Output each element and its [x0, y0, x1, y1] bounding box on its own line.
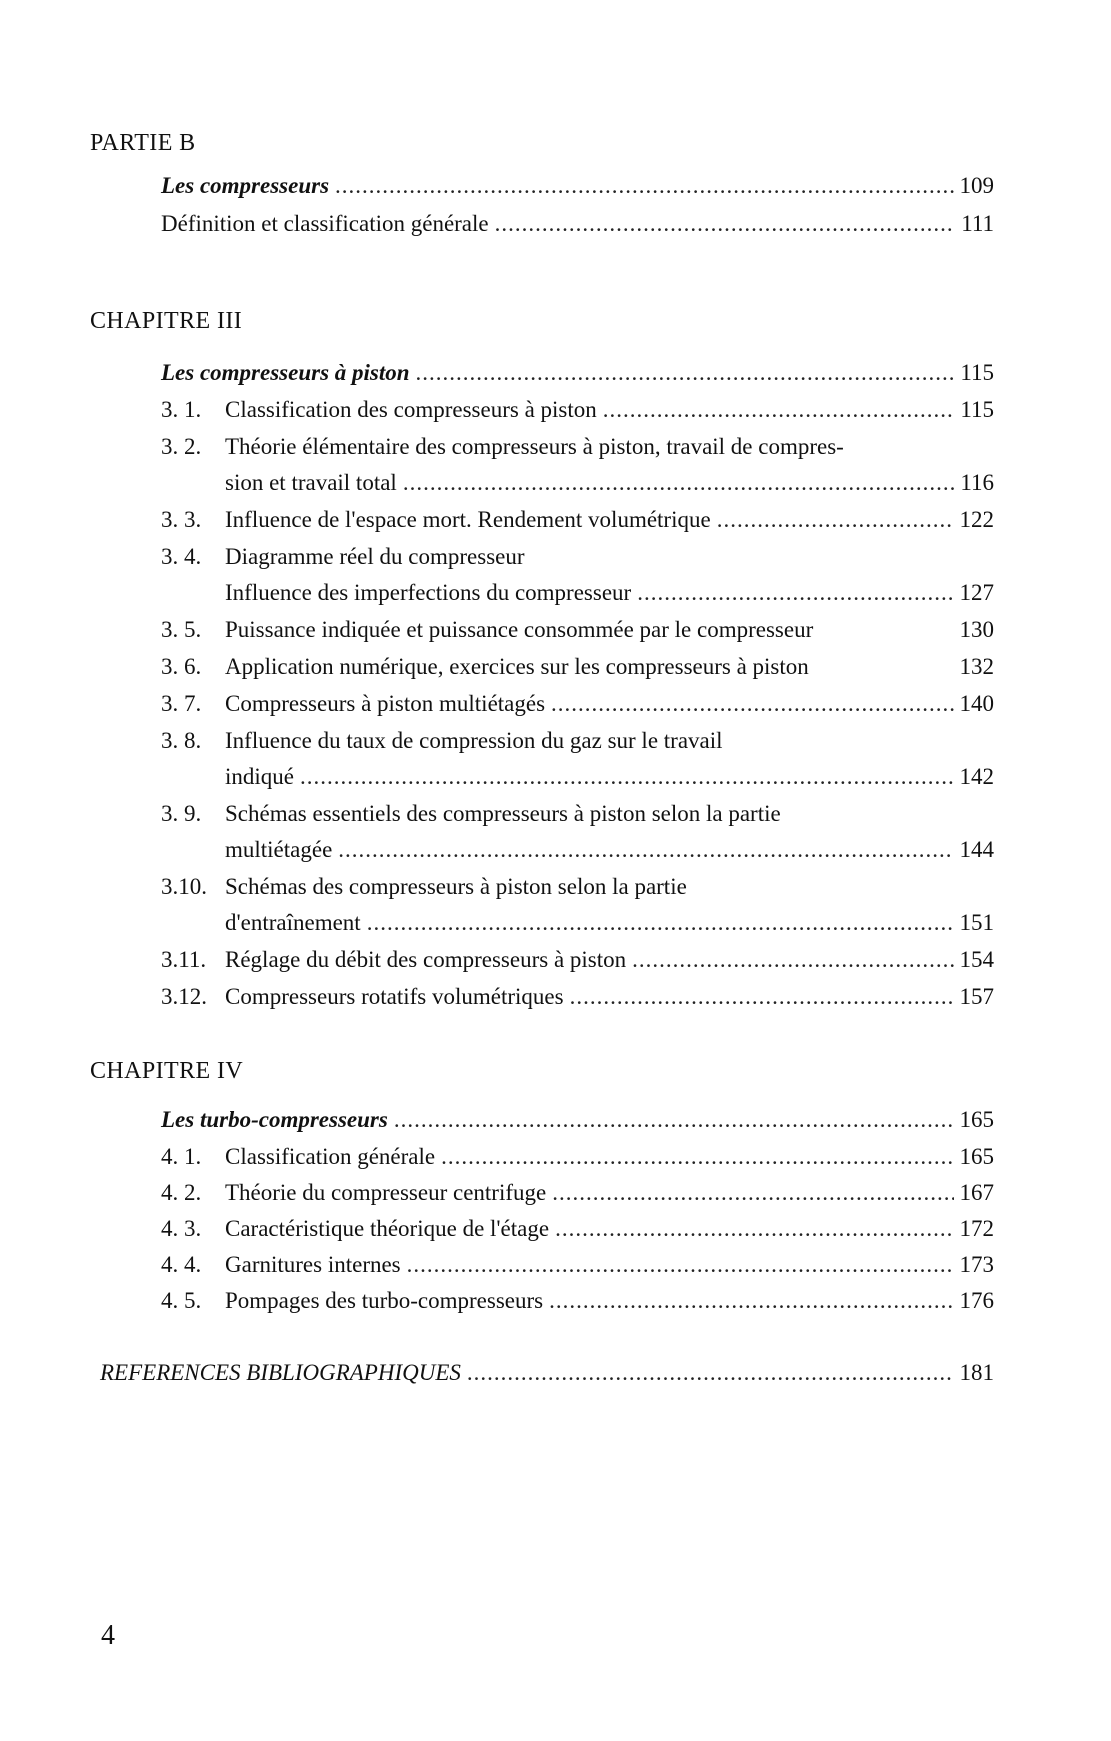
toc-page-number: 151: [959, 910, 994, 935]
toc-entry-4-2[interactable]: [161, 1178, 994, 1208]
dot-leader: [495, 209, 956, 239]
toc-entry-3-2[interactable]: [225, 468, 994, 498]
toc-section-number: 4. 4.: [161, 1252, 202, 1277]
toc-entry-3-10[interactable]: [225, 908, 994, 938]
toc-section-number: 4. 2.: [161, 1180, 202, 1205]
dot-leader: [603, 395, 955, 425]
partie-b-heading: PARTIE B: [90, 130, 196, 156]
toc-entry-3-9-line1[interactable]: [161, 799, 994, 829]
toc-section-number: 3.10.: [161, 874, 207, 899]
toc-page-number: 172: [959, 1216, 994, 1241]
chapitre-3-heading: CHAPITRE III: [90, 308, 243, 334]
toc-page-number: 109: [959, 173, 994, 198]
toc-entry-title: Influence des imperfections du compresseur: [225, 580, 632, 605]
toc-entry-title: Les compresseurs: [161, 173, 330, 198]
toc-page-number: 116: [960, 470, 994, 495]
toc-page-number: 144: [959, 837, 994, 862]
toc-page-number: 115: [960, 360, 994, 385]
toc-page-number: 132: [959, 654, 994, 679]
toc-entry-title-line1: Schémas des compresseurs à piston selon la partie: [225, 874, 687, 899]
toc-entry-definition[interactable]: [161, 209, 994, 239]
toc-page-number: 157: [959, 984, 994, 1009]
toc-entry-title: Pompages des turbo-compresseurs: [225, 1288, 544, 1313]
toc-section-number: 3. 6.: [161, 654, 202, 679]
toc-section-number: 3. 7.: [161, 691, 202, 716]
toc-entry-title: d'entraînement: [225, 910, 361, 935]
toc-entry-title: Influence de l'espace mort. Rendement volumétrique: [225, 507, 711, 532]
toc-section-number: 3. 4.: [161, 544, 202, 569]
dot-leader: [407, 1250, 954, 1280]
toc-entry-title: Théorie du compresseur centrifuge: [225, 1180, 547, 1205]
chapitre-4-heading: CHAPITRE IV: [90, 1058, 244, 1084]
dot-leader: [367, 908, 954, 938]
dot-leader: [637, 578, 953, 608]
toc-entry-title: indiqué: [225, 764, 294, 789]
toc-section-number: 3. 9.: [161, 801, 202, 826]
toc-section-number: 3.12.: [161, 984, 207, 1009]
toc-entry-title: Compresseurs à piston multiétagés: [225, 691, 546, 716]
toc-entry-3-5[interactable]: [161, 615, 994, 645]
toc-page-number: 130: [959, 617, 994, 642]
toc-entry-4-5[interactable]: [161, 1286, 994, 1316]
toc-entry-title: Les turbo-compresseurs: [161, 1107, 388, 1132]
toc-section-number: 3. 8.: [161, 728, 202, 753]
toc-entry-references[interactable]: [100, 1358, 994, 1388]
toc-entry-chapitre-4-main[interactable]: [161, 1105, 994, 1135]
dot-leader: [394, 1105, 954, 1135]
toc-section-number: 4. 1.: [161, 1144, 202, 1169]
toc-entry-title: Définition et classification générale: [161, 211, 489, 236]
dot-leader: [467, 1358, 954, 1388]
toc-page-number: 167: [959, 1180, 994, 1205]
dot-leader: [549, 1286, 953, 1316]
toc-page-number: 111: [961, 211, 994, 236]
toc-entry-3-4-line1[interactable]: [161, 542, 994, 572]
toc-entry-title-line1: Théorie élémentaire des compresseurs à piston, travail de compres-: [225, 434, 844, 459]
dot-leader: [552, 1178, 953, 1208]
toc-entry-4-4[interactable]: [161, 1250, 994, 1280]
dot-leader: [551, 689, 953, 719]
toc-section-number: 3.11.: [161, 947, 207, 972]
toc-page-number: 142: [959, 764, 994, 789]
dot-leader: [555, 1214, 953, 1244]
toc-section-number: 4. 3.: [161, 1216, 202, 1241]
page-folio: 4: [101, 1620, 115, 1651]
dot-leader: [300, 762, 954, 792]
toc-page-number: 154: [959, 947, 994, 972]
toc-entry-4-3[interactable]: [161, 1214, 994, 1244]
toc-page-number: 181: [959, 1360, 994, 1385]
toc-entry-title: REFERENCES BIBLIOGRAPHIQUES: [100, 1360, 461, 1385]
toc-entry-3-11[interactable]: [161, 945, 994, 975]
dot-leader: [441, 1142, 953, 1172]
dot-leader: [416, 358, 955, 388]
toc-entry-3-1[interactable]: [161, 395, 994, 425]
toc-entry-4-1[interactable]: [161, 1142, 994, 1172]
toc-entry-title: Puissance indiquée et puissance consommée par le compresseur: [225, 617, 814, 642]
toc-entry-title: Compresseurs rotatifs volumétriques: [225, 984, 564, 1009]
toc-entry-title: multiétagée: [225, 837, 333, 862]
dot-leader: [632, 945, 953, 975]
dot-leader: [338, 835, 953, 865]
toc-page-number: 122: [959, 507, 994, 532]
toc-section-number: 3. 1.: [161, 397, 202, 422]
toc-entry-title: Caractéristique théorique de l'étage: [225, 1216, 550, 1241]
toc-entry-title: Application numérique, exercices sur les compresseurs à piston: [225, 654, 809, 679]
toc-entry-3-4[interactable]: [225, 578, 994, 608]
toc-page-number: 165: [959, 1144, 994, 1169]
toc-entry-title-line1: Diagramme réel du compresseur: [225, 544, 525, 569]
dot-leader: [403, 468, 955, 498]
toc-entry-title-line1: Influence du taux de compression du gaz sur le travail: [225, 728, 723, 753]
toc-entry-chapitre-3-main[interactable]: [161, 358, 994, 388]
toc-entry-3-12[interactable]: [161, 982, 994, 1012]
toc-section-number: 3. 5.: [161, 617, 202, 642]
dot-leader: [717, 505, 954, 535]
toc-entry-3-7[interactable]: [161, 689, 994, 719]
toc-entry-title-line1: Schémas essentiels des compresseurs à piston selon la partie: [225, 801, 781, 826]
toc-entry-title: sion et travail total: [225, 470, 397, 495]
toc-entry-3-3[interactable]: [161, 505, 994, 535]
toc-page-number: 165: [959, 1107, 994, 1132]
toc-page-number: 140: [959, 691, 994, 716]
toc-page-number: 176: [959, 1288, 994, 1313]
toc-page-number: 115: [960, 397, 994, 422]
toc-entry-title: Garnitures internes: [225, 1252, 401, 1277]
toc-entry-3-10-line1[interactable]: [161, 872, 994, 902]
toc-entry-les-compresseurs[interactable]: [161, 171, 994, 201]
toc-entry-3-6[interactable]: [161, 652, 994, 682]
toc-entry-title: Classification des compresseurs à piston: [225, 397, 597, 422]
toc-entry-title: Les compresseurs à piston: [161, 360, 410, 385]
toc-entry-3-8[interactable]: [225, 762, 994, 792]
toc-entry-title: Réglage du débit des compresseurs à piston: [225, 947, 627, 972]
dot-leader: [570, 982, 954, 1012]
toc-entry-title: Classification générale: [225, 1144, 436, 1169]
toc-page-number: 127: [959, 580, 994, 605]
toc-section-number: 3. 2.: [161, 434, 202, 459]
toc-page-number: 173: [959, 1252, 994, 1277]
toc-section-number: 3. 3.: [161, 507, 202, 532]
toc-entry-3-8-line1[interactable]: [161, 726, 994, 756]
toc-entry-3-9[interactable]: [225, 835, 994, 865]
dot-leader: [335, 171, 953, 201]
toc-entry-3-2-line1[interactable]: [161, 432, 994, 462]
toc-section-number: 4. 5.: [161, 1288, 202, 1313]
